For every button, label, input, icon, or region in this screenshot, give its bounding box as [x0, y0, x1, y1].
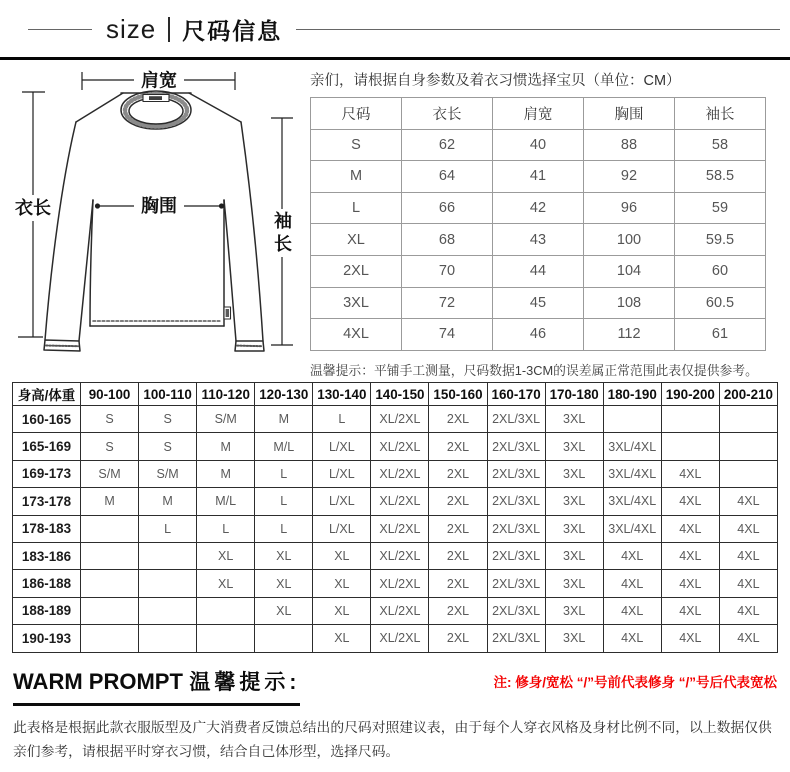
cell: XL/2XL — [371, 515, 429, 542]
page-title-zh: 尺码信息 — [182, 18, 283, 44]
row-label: 178-183 — [13, 515, 81, 542]
column-header: 140-150 — [371, 383, 429, 406]
cell: XL — [313, 597, 371, 624]
cell — [81, 597, 139, 624]
cell: XL/2XL — [371, 570, 429, 597]
cell — [139, 625, 197, 652]
table-row — [13, 406, 778, 433]
cell: XL/2XL — [371, 488, 429, 515]
cell: XL — [255, 542, 313, 569]
cell: 4XL — [661, 515, 719, 542]
row-label: 173-178 — [13, 488, 81, 515]
warm-prompt-heading-en: WARM PROMPT — [13, 668, 183, 694]
fit-legend-note: 注: 修身/宽松 “/”号前代表修身 “/”号后代表宽松 — [493, 674, 777, 690]
cell: 108 — [584, 287, 675, 319]
cell: 4XL — [603, 597, 661, 624]
cell: XL — [255, 597, 313, 624]
cell: 112 — [584, 319, 675, 351]
cell: 58.5 — [675, 161, 766, 193]
cell: M — [197, 460, 255, 487]
cell: 88 — [584, 129, 675, 161]
cell: 3XL — [545, 406, 603, 433]
row-label: 160-165 — [13, 406, 81, 433]
chest-label: 胸围 — [141, 196, 177, 216]
garment-length-label: 衣长 — [15, 198, 51, 218]
cell: 2XL — [429, 406, 487, 433]
cell: M — [197, 433, 255, 460]
cell: XL/2XL — [371, 625, 429, 652]
cell: 60.5 — [675, 287, 766, 319]
cell: 3XL/4XL — [603, 433, 661, 460]
cell: 3XL/4XL — [603, 515, 661, 542]
table-row — [13, 488, 778, 515]
table-row — [13, 570, 778, 597]
row-label: S — [311, 129, 402, 161]
cell — [719, 406, 777, 433]
cell: 100 — [584, 224, 675, 256]
cell: 2XL — [429, 515, 487, 542]
cell — [81, 515, 139, 542]
cell: 4XL — [661, 488, 719, 515]
cell: 96 — [584, 192, 675, 224]
size-table-note: 温馨提示：平铺手工测量，尺码数据1-3CM的误差属正常范围此表仅提供参考。 — [310, 362, 758, 378]
cell: M/L — [255, 433, 313, 460]
row-label: 186-188 — [13, 570, 81, 597]
cell: 4XL — [603, 542, 661, 569]
size-table — [310, 97, 766, 351]
column-header: 胸围 — [584, 98, 675, 130]
cell: XL/2XL — [371, 597, 429, 624]
cell — [81, 542, 139, 569]
cell: 2XL — [429, 597, 487, 624]
cell: 40 — [493, 129, 584, 161]
table-row — [13, 542, 778, 569]
footer-paragraph: 此表格是根据此款衣服版型及广大消费者反馈总结出的尺码对照建议表，由于每个人穿衣风格及身材比例不同，以上数据仅供亲们参考，请根据平时穿衣习惯，结合自己体形型，选择尺码。 — [13, 719, 772, 760]
table-row — [13, 460, 778, 487]
cell: 2XL/3XL — [487, 542, 545, 569]
cell — [139, 570, 197, 597]
cell: 46 — [493, 319, 584, 351]
cell: 2XL/3XL — [487, 597, 545, 624]
cell: 59 — [675, 192, 766, 224]
cell: M/L — [197, 488, 255, 515]
cell: 2XL — [429, 625, 487, 652]
cell — [139, 597, 197, 624]
cell: 68 — [402, 224, 493, 256]
table-row — [311, 192, 766, 224]
cell: S/M — [81, 460, 139, 487]
table-row — [311, 224, 766, 256]
cell: 3XL/4XL — [603, 460, 661, 487]
column-header: 170-180 — [545, 383, 603, 406]
row-label: 188-189 — [13, 597, 81, 624]
height-weight-fit-table — [12, 382, 778, 653]
page-title — [106, 13, 282, 46]
warm-prompt-heading — [13, 666, 300, 706]
column-header: 身高/体重 — [13, 383, 81, 406]
cell: 44 — [493, 255, 584, 287]
footer-section — [0, 653, 790, 765]
row-label: 165-169 — [13, 433, 81, 460]
column-header: 150-160 — [429, 383, 487, 406]
cell: L/XL — [313, 460, 371, 487]
row-label: 4XL — [311, 319, 402, 351]
cell: 4XL — [603, 625, 661, 652]
cell: 66 — [402, 192, 493, 224]
column-header: 160-170 — [487, 383, 545, 406]
cell: 60 — [675, 255, 766, 287]
cell: 4XL — [661, 570, 719, 597]
cell — [603, 406, 661, 433]
cell: L — [255, 515, 313, 542]
cell: 2XL/3XL — [487, 515, 545, 542]
cell — [81, 570, 139, 597]
column-header: 200-210 — [719, 383, 777, 406]
cell: 2XL/3XL — [487, 460, 545, 487]
cell: L/XL — [313, 515, 371, 542]
table-row — [311, 319, 766, 351]
cell: 4XL — [661, 542, 719, 569]
cell: S — [139, 406, 197, 433]
column-header: 190-200 — [661, 383, 719, 406]
cell: 104 — [584, 255, 675, 287]
row-label: XL — [311, 224, 402, 256]
cell: XL/2XL — [371, 460, 429, 487]
cell: XL — [313, 542, 371, 569]
cell: 2XL/3XL — [487, 625, 545, 652]
row-label: L — [311, 192, 402, 224]
header-rule-right — [296, 29, 780, 30]
row-label: 169-173 — [13, 460, 81, 487]
cell: 3XL/4XL — [603, 488, 661, 515]
cell: S/M — [139, 460, 197, 487]
cell: 45 — [493, 287, 584, 319]
cell: 59.5 — [675, 224, 766, 256]
column-header: 100-110 — [139, 383, 197, 406]
cell: 3XL — [545, 570, 603, 597]
cell: XL/2XL — [371, 433, 429, 460]
table-row — [13, 625, 778, 652]
page-header — [0, 13, 790, 46]
sleeve-length-label-char1: 袖 — [274, 211, 292, 231]
cell — [197, 625, 255, 652]
cell: XL — [313, 625, 371, 652]
cell: 4XL — [661, 597, 719, 624]
table-row — [311, 255, 766, 287]
table-row — [311, 287, 766, 319]
cell: S — [81, 406, 139, 433]
cell: 4XL — [719, 488, 777, 515]
cell: 4XL — [719, 542, 777, 569]
cell: 2XL — [429, 460, 487, 487]
cell: 2XL — [429, 488, 487, 515]
cell: 4XL — [719, 625, 777, 652]
table-row — [13, 597, 778, 624]
cell: 74 — [402, 319, 493, 351]
shoulder-width-label: 肩宽 — [141, 70, 177, 91]
cell: 42 — [493, 192, 584, 224]
cell: 2XL/3XL — [487, 570, 545, 597]
size-table-intro: 亲们，请根据自身参数及着衣习惯选择宝贝（单位：CM） — [310, 73, 681, 89]
column-header: 130-140 — [313, 383, 371, 406]
shirt-diagram-svg — [0, 60, 300, 372]
row-label: 183-186 — [13, 542, 81, 569]
cell: 92 — [584, 161, 675, 193]
cell: 72 — [402, 287, 493, 319]
cell: M — [81, 488, 139, 515]
cell: S — [81, 433, 139, 460]
shirt-outline — [44, 91, 264, 351]
cell: 4XL — [719, 570, 777, 597]
cell — [661, 433, 719, 460]
cell: XL — [197, 542, 255, 569]
table-row — [13, 515, 778, 542]
cell: 4XL — [603, 570, 661, 597]
cell: 3XL — [545, 597, 603, 624]
cell: 4XL — [719, 597, 777, 624]
cell: 2XL — [429, 570, 487, 597]
cell: S — [139, 433, 197, 460]
cell: L/XL — [313, 488, 371, 515]
cell: 3XL — [545, 488, 603, 515]
cell — [81, 625, 139, 652]
cell: L — [255, 488, 313, 515]
cell: XL/2XL — [371, 542, 429, 569]
cell: 58 — [675, 129, 766, 161]
cell: 3XL — [545, 460, 603, 487]
cell: XL/2XL — [371, 406, 429, 433]
cell: 2XL/3XL — [487, 406, 545, 433]
warm-prompt-heading-zh: 温馨提示: — [189, 670, 301, 694]
title-separator-rule — [168, 17, 170, 42]
cell — [719, 433, 777, 460]
cell: 3XL — [545, 433, 603, 460]
table-row — [311, 161, 766, 193]
cell: M — [139, 488, 197, 515]
shirt-measurement-diagram — [0, 60, 300, 372]
cell: 2XL — [429, 542, 487, 569]
cell: 3XL — [545, 625, 603, 652]
cell — [139, 542, 197, 569]
main-section — [0, 60, 790, 378]
cell: 4XL — [661, 625, 719, 652]
column-header: 袖长 — [675, 98, 766, 130]
cell: 2XL — [429, 433, 487, 460]
header-row — [311, 98, 766, 130]
row-label: 3XL — [311, 287, 402, 319]
cell: 41 — [493, 161, 584, 193]
cell — [661, 406, 719, 433]
cell: 64 — [402, 161, 493, 193]
column-header: 110-120 — [197, 383, 255, 406]
cell: L — [139, 515, 197, 542]
cell: 4XL — [661, 460, 719, 487]
cell: XL — [313, 570, 371, 597]
table-row — [13, 433, 778, 460]
size-table-panel — [300, 60, 790, 378]
cell: L — [313, 406, 371, 433]
cell: S/M — [197, 406, 255, 433]
cell: XL — [197, 570, 255, 597]
cell: 43 — [493, 224, 584, 256]
column-header: 尺码 — [311, 98, 402, 130]
cell: 2XL/3XL — [487, 488, 545, 515]
column-header: 90-100 — [81, 383, 139, 406]
column-header: 衣长 — [402, 98, 493, 130]
row-label: 190-193 — [13, 625, 81, 652]
column-header: 肩宽 — [493, 98, 584, 130]
header-rule-left — [28, 29, 92, 30]
row-label: M — [311, 161, 402, 193]
table-row — [311, 129, 766, 161]
cell: 3XL — [545, 515, 603, 542]
page-title-en: size — [106, 14, 157, 44]
cell: L — [255, 460, 313, 487]
row-label: 2XL — [311, 255, 402, 287]
sleeve-length-label-char2: 长 — [274, 234, 292, 254]
cell — [719, 460, 777, 487]
column-header: 120-130 — [255, 383, 313, 406]
cell: 3XL — [545, 542, 603, 569]
header-row — [13, 383, 778, 406]
cell: L/XL — [313, 433, 371, 460]
cell — [197, 597, 255, 624]
cell: 62 — [402, 129, 493, 161]
column-header: 180-190 — [603, 383, 661, 406]
cell: 4XL — [719, 515, 777, 542]
cell: 70 — [402, 255, 493, 287]
cell: 61 — [675, 319, 766, 351]
cell: L — [197, 515, 255, 542]
cell: XL — [255, 570, 313, 597]
cell: 2XL/3XL — [487, 433, 545, 460]
cell — [255, 625, 313, 652]
cell: M — [255, 406, 313, 433]
